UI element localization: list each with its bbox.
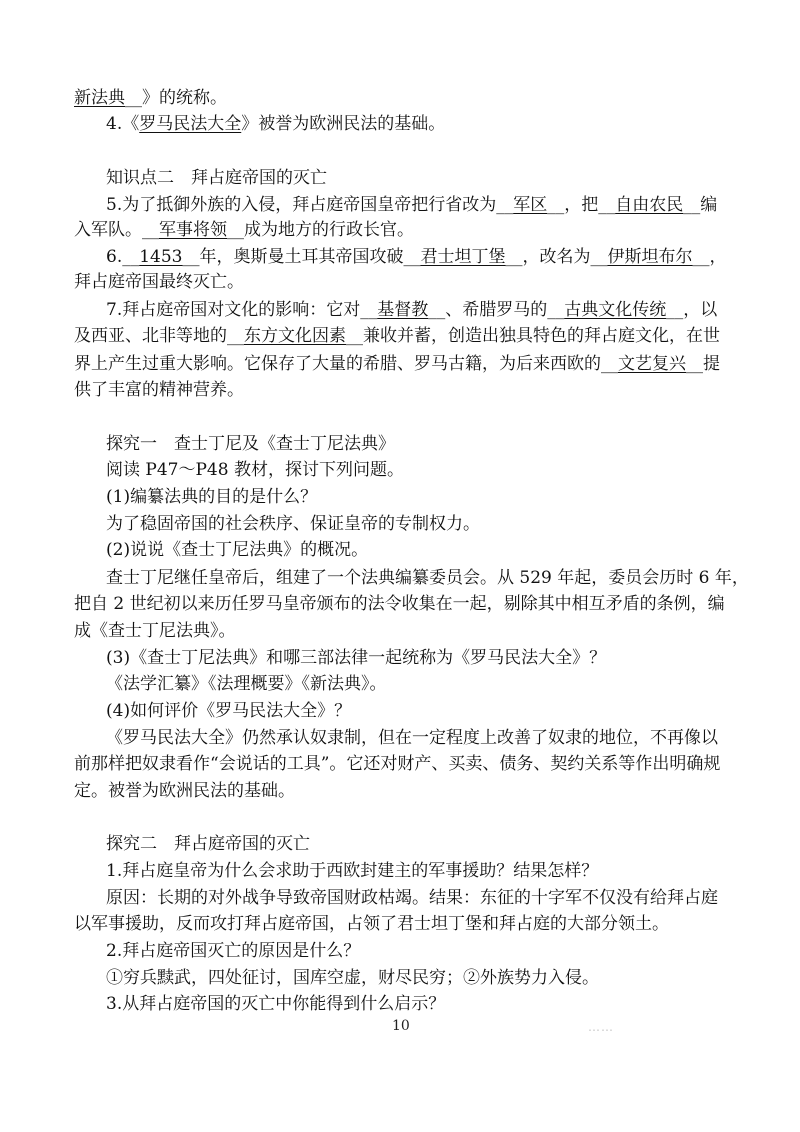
text-line: 7.拜占庭帝国对文化的影响：它对__基督教__、希腊罗马的__古典文化传统__，以	[106, 300, 718, 320]
text-line: 6.__1453__年，奥斯曼土耳其帝国攻破__君士坦丁堡__，改名为__伊斯坦布尔__，	[106, 247, 727, 267]
question: (1)编纂法典的目的是什么？	[106, 487, 318, 507]
blank-answer: 东方文化因素	[244, 326, 346, 346]
blank-answer: 伊斯坦布尔	[607, 247, 693, 267]
answer: 《罗马民法大全》仍然承认奴隶制，但在一定程度上改善了奴隶的地位，不再像以	[106, 728, 718, 748]
text-line: 界上产生过重大影响。它保存了大量的希腊、罗马古籍，为后来西欧的__文艺复兴__提	[74, 354, 720, 374]
page-number: 10	[392, 1018, 410, 1034]
blank-answer: 古典文化传统	[564, 300, 667, 320]
question: (3)《查士丁尼法典》和哪三部法律一起统称为《罗马民法大全》？	[106, 648, 607, 668]
answer: 定。被誉为欧洲民法的基础。	[74, 781, 295, 801]
question: (2)说说《查士丁尼法典》的概况。	[106, 540, 369, 560]
watermark: ……	[588, 1020, 614, 1034]
blank-answer: 新法典	[74, 88, 125, 108]
text-line: 及西亚、北非等地的__东方文化因素__兼收并蓄，创造出独具特色的拜占庭文化，在世	[74, 326, 720, 346]
text-line: 4.《罗马民法大全》被誉为欧洲民法的基础。	[106, 114, 446, 134]
answer: 把自 2 世纪初以来历任罗马皇帝颁布的法令收集在一起，剔除其中相互矛盾的条例，编	[74, 594, 725, 614]
answer: 以军事援助，反而攻打拜占庭帝国，占领了君士坦丁堡和拜占庭的大部分领土。	[74, 914, 669, 934]
blank-answer: 军区	[513, 195, 548, 215]
blank-answer: 自由农民	[615, 195, 684, 215]
question: (4)如何评价《罗马民法大全》？	[106, 701, 352, 721]
section-heading: 知识点二 拜占庭帝国的灭亡	[106, 168, 327, 188]
blank-answer: 1453	[139, 247, 183, 267]
question: 2.拜占庭帝国灭亡的原因是什么？	[106, 941, 361, 961]
text-line: 入军队。__军事将领__成为地方的行政长官。	[74, 220, 414, 240]
answer: 前那样把奴隶看作“会说话的工具”。它还对财产、买卖、债务、契约关系等作出明确规	[74, 754, 721, 774]
answer: 成《查士丁尼法典》。	[74, 621, 236, 641]
question: 3.从拜占庭帝国的灭亡中你能得到什么启示？	[106, 994, 446, 1014]
blank-answer: 罗马民法大全	[139, 114, 242, 134]
blank-answer: 君士坦丁堡	[420, 247, 506, 267]
answer: 为了稳固帝国的社会秩序、保证皇帝的专制权力。	[106, 514, 480, 534]
answer: ①穷兵黩武，四处征讨，国库空虚，财尽民穷；②外族势力入侵。	[106, 968, 599, 988]
text-line: 拜占庭帝国最终灭亡。	[74, 272, 244, 292]
answer: 原因：长期的对外战争导致帝国财政枯竭。结果：东征的十字军不仅没有给拜占庭	[106, 888, 718, 908]
text-line: 新法典__》的统称。	[74, 88, 227, 108]
answer: 查士丁尼继任皇帝后，组建了一个法典编纂委员会。从 529 年起，委员会历时 6 年，	[106, 568, 749, 588]
blank-answer: 基督教	[377, 300, 429, 320]
answer: 《法学汇纂》《法理概要》《新法典》。	[106, 674, 387, 694]
question: 1.拜占庭皇帝为什么会求助于西欧封建主的军事援助？结果怎样？	[106, 861, 599, 881]
text-line: 阅读 P47～P48 教材，探讨下列问题。	[106, 460, 404, 480]
section-heading: 探究一 查士丁尼及《查士丁尼法典》	[106, 434, 395, 454]
blank-answer: 文艺复兴	[618, 354, 686, 374]
text-line: 供了丰富的精神营养。	[74, 380, 244, 400]
section-heading: 探究二 拜占庭帝国的灭亡	[106, 834, 310, 854]
blank-answer: 军事将领	[159, 220, 227, 240]
text-line: 5.为了抵御外族的入侵，拜占庭帝国皇帝把行省改为__军区__，把__自由农民__编	[106, 195, 718, 215]
